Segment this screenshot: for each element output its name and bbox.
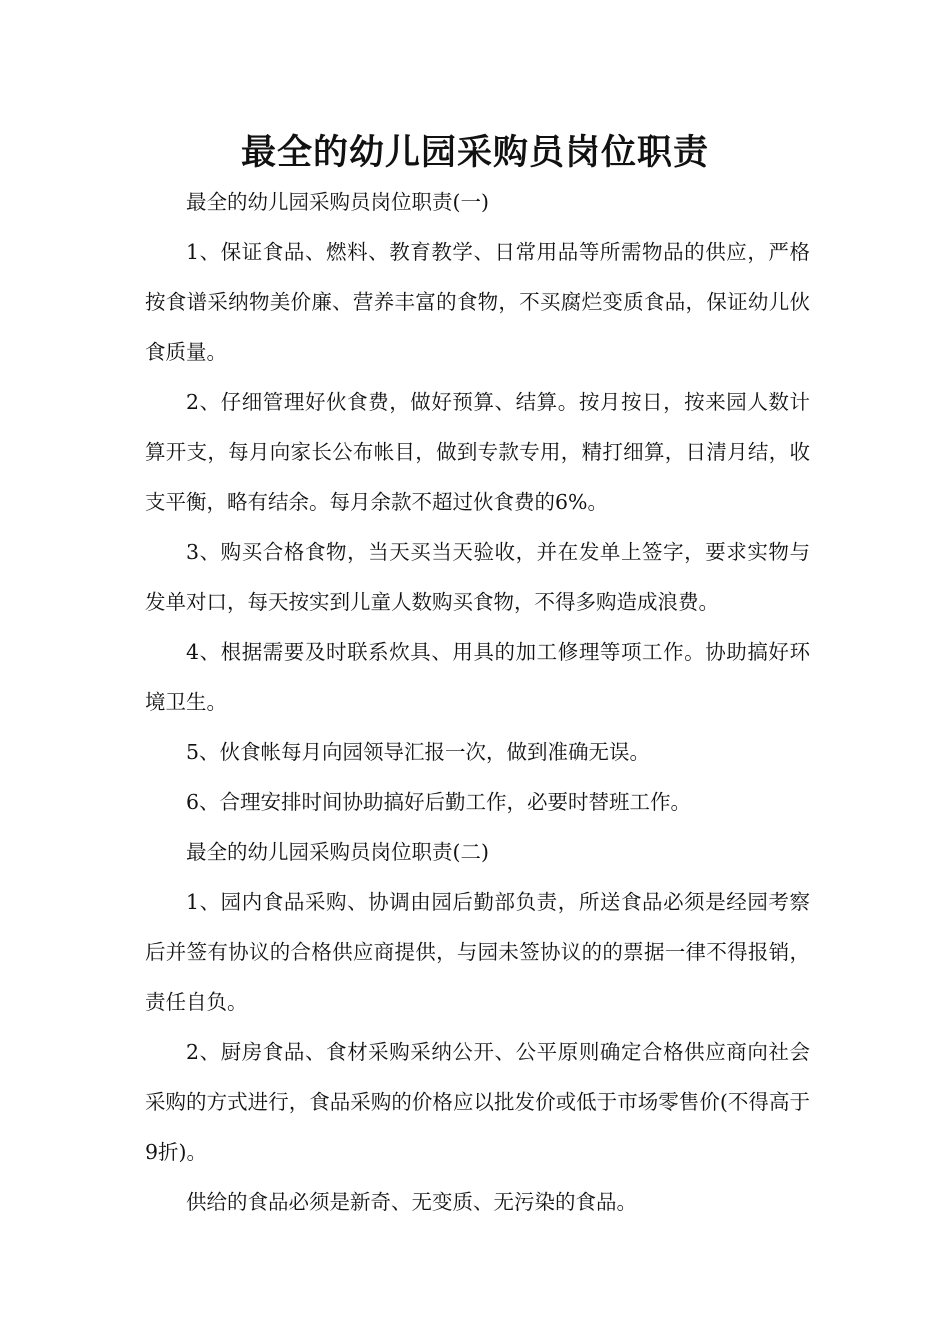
paragraph: 2、厨房食品、食材采购采纳公开、公平原则确定合格供应商向社会采购的方式进行，食品采购的价格应以批发价或低于市场零售价(不得高于9折)。 (145, 1040, 810, 1164)
section-heading: 最全的幼儿园采购员岗位职责(一) (186, 190, 489, 214)
paragraph: 4、根据需要及时联系炊具、用具的加工修理等项工作。协助搞好环境卫生。 (145, 640, 810, 714)
document-title: 最全的幼儿园采购员岗位职责 (240, 133, 709, 173)
document-body (145, 177, 810, 1227)
paragraph: 3、购买合格食物，当天买当天验收，并在发单上签字，要求实物与发单对口，每天按实到儿童人数购买食物，不得多购造成浪费。 (145, 540, 810, 614)
paragraph: 供给的食品必须是新奇、无变质、无污染的食品。 (186, 1190, 637, 1214)
paragraph: 5、伙食帐每月向园领导汇报一次，做到准确无误。 (186, 740, 651, 764)
paragraph: 2、仔细管理好伙食费，做好预算、结算。按月按日，按来园人数计算开支，每月向家长公布帐目，做到专款专用，精打细算，日清月结，收支平衡，略有结余。每月余款不超过伙食费的6%。 (145, 390, 810, 514)
paragraph: 1、园内食品采购、协调由园后勤部负责，所送食品必须是经园考察后并签有协议的合格供应商提供，与园未签协议的的票据一律不得报销，责任自负。 (145, 890, 810, 1014)
paragraph: 6、合理安排时间协助搞好后勤工作，必要时替班工作。 (186, 790, 692, 814)
section-heading: 最全的幼儿园采购员岗位职责(二) (186, 840, 489, 864)
paragraph: 1、保证食品、燃料、教育教学、日常用品等所需物品的供应，严格按食谱采纳物美价廉、营养丰富的食物，不买腐烂变质食品，保证幼儿伙食质量。 (145, 240, 810, 364)
